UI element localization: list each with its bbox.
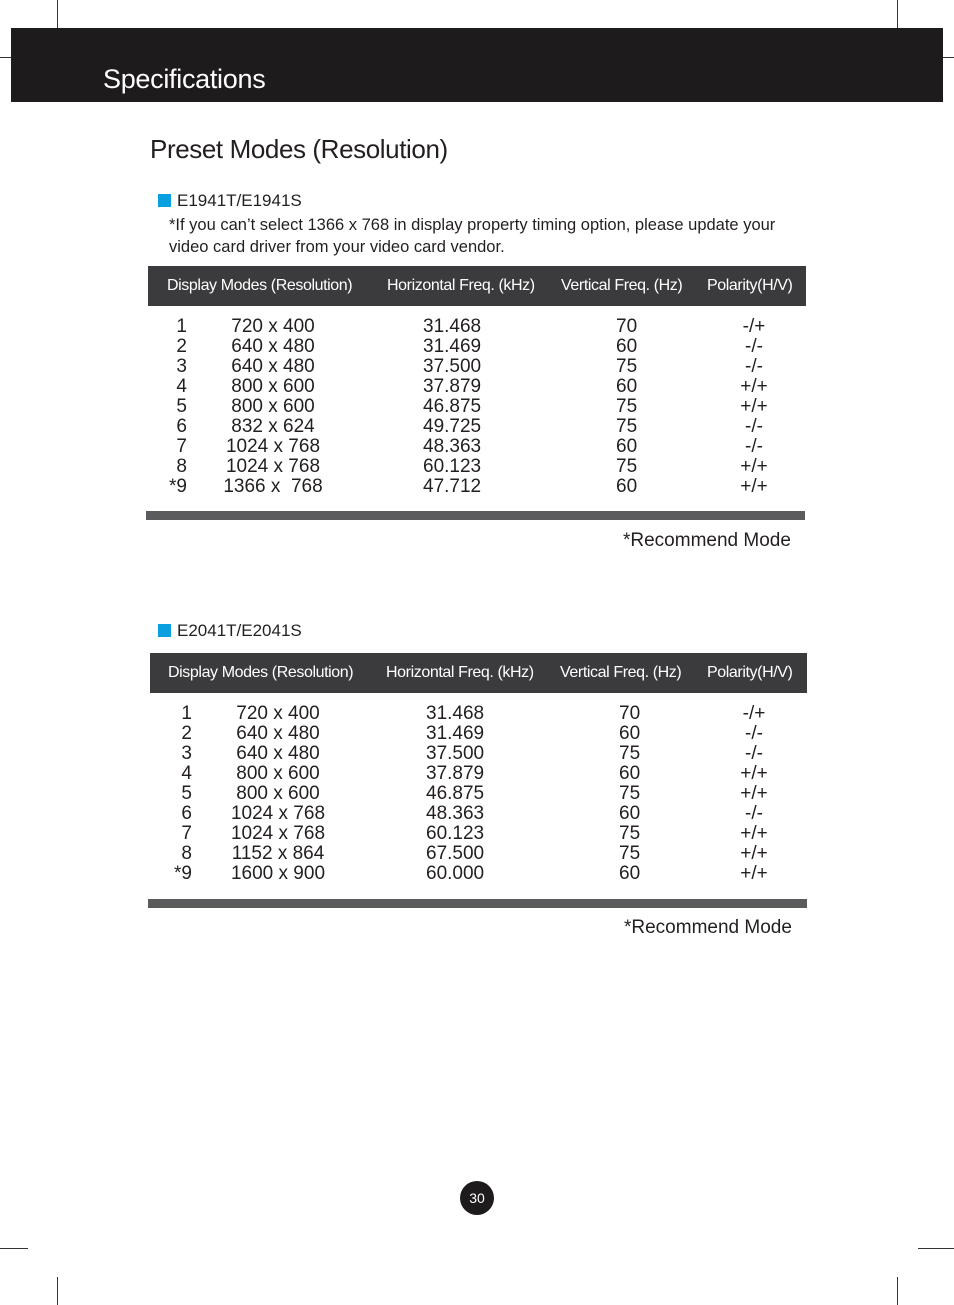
table-cell-num: 4 — [176, 376, 187, 397]
table-cell-pol: +/+ — [740, 476, 768, 497]
table-cell-num: 8 — [176, 456, 187, 477]
table-cell-res: 1024 x 768 — [225, 436, 321, 457]
table-cell-pol: +/+ — [740, 456, 768, 477]
model-label: E1941T/E1941S — [177, 191, 302, 210]
driver-note: *If you can’t select 1366 x 768 in display property timing option, please update your video card driver from your video card vendor. — [169, 216, 776, 256]
table-cell-num: 7 — [181, 823, 192, 844]
recommend-note: *Recommend Mode — [623, 530, 791, 551]
table-cell-res: 1024 x 768 — [230, 803, 326, 824]
table-header — [150, 653, 807, 693]
table-cell-num: 6 — [176, 416, 187, 437]
table-body — [0, 704, 954, 889]
table-cell-res: 1024 x 768 — [230, 823, 326, 844]
table-cell-h: 31.469 — [423, 336, 482, 357]
table-cell-h: 48.363 — [423, 436, 482, 457]
table-cell-pol: -/- — [745, 723, 763, 744]
table-cell-h: 60.123 — [423, 456, 482, 477]
col-header-display-modes: Display Modes (Resolution) — [167, 277, 353, 294]
table-bottom-rule — [146, 511, 805, 520]
bullet-square-icon — [158, 624, 171, 637]
table-cell-pol: -/+ — [742, 703, 766, 724]
column-horizontal-freq — [423, 317, 503, 497]
table-cell-num: 3 — [176, 356, 187, 377]
col-header-polarity: Polarity(H/V) — [707, 277, 793, 294]
table-cell-res: 800 x 600 — [231, 396, 315, 417]
table-cell-num: 2 — [181, 723, 192, 744]
recommend-note: *Recommend Mode — [624, 917, 792, 938]
table-cell-h: 31.469 — [426, 723, 485, 744]
column-resolution — [209, 317, 337, 497]
table-cell-pol: -/+ — [742, 316, 766, 337]
model-label: E2041T/E2041S — [177, 621, 302, 640]
table-cell-res: 1024 x 768 — [225, 456, 321, 477]
col-header-vertical-freq: Vertical Freq. (Hz) — [560, 664, 682, 681]
table-cell-pol: -/- — [745, 336, 763, 357]
table-cell-pol: -/- — [745, 356, 763, 377]
header-title: Specifications — [103, 64, 266, 94]
table-cell-pol: -/- — [745, 743, 763, 764]
crop-mark — [57, 1277, 58, 1305]
table-cell-res: 640 x 480 — [231, 336, 315, 357]
table-cell-v: 70 — [619, 703, 641, 724]
table-header — [148, 266, 806, 306]
table-cell-num: 1 — [176, 316, 187, 337]
table-cell-h: 48.363 — [426, 803, 485, 824]
col-header-horizontal-freq: Horizontal Freq. (kHz) — [386, 664, 534, 681]
header-bar — [11, 28, 943, 102]
table-cell-h: 37.879 — [423, 376, 482, 397]
crop-mark — [57, 0, 58, 28]
table-body — [0, 317, 954, 502]
table-cell-pol: +/+ — [740, 863, 768, 884]
col-header-polarity: Polarity(H/V) — [707, 664, 793, 681]
bullet-square-icon — [158, 194, 171, 207]
table-cell-v: 60 — [619, 803, 641, 824]
table-cell-v: 60 — [616, 336, 638, 357]
column-number — [165, 704, 192, 884]
crop-mark — [897, 0, 898, 28]
table-cell-pol: +/+ — [740, 396, 768, 417]
table-cell-num: *9 — [169, 476, 187, 497]
table-cell-v: 60 — [619, 863, 641, 884]
col-header-display-modes: Display Modes (Resolution) — [168, 664, 354, 681]
table-cell-num: 8 — [181, 843, 192, 864]
table-cell-num: 5 — [176, 396, 187, 417]
table-cell-num: 3 — [181, 743, 192, 764]
table-cell-h: 60.123 — [426, 823, 485, 844]
table-cell-res: 1366 x 768 — [223, 476, 323, 497]
crop-mark — [918, 1248, 954, 1249]
column-vertical-freq — [619, 704, 659, 884]
table-cell-v: 75 — [619, 843, 641, 864]
crop-mark — [897, 1277, 898, 1305]
table-cell-res: 720 x 400 — [236, 703, 320, 724]
table-cell-pol: +/+ — [740, 376, 768, 397]
table-cell-v: 75 — [616, 456, 638, 477]
table-cell-pol: +/+ — [740, 843, 768, 864]
table-cell-h: 31.468 — [426, 703, 485, 724]
table-cell-h: 37.500 — [423, 356, 482, 377]
table-cell-v: 60 — [616, 376, 638, 397]
table-cell-pol: +/+ — [740, 783, 768, 804]
table-cell-v: 60 — [616, 476, 638, 497]
table-cell-h: 67.500 — [426, 843, 485, 864]
table-cell-res: 640 x 480 — [231, 356, 315, 377]
col-header-vertical-freq: Vertical Freq. (Hz) — [561, 277, 683, 294]
table-cell-num: 1 — [181, 703, 192, 724]
table-cell-res: 800 x 600 — [236, 783, 320, 804]
table-cell-num: 2 — [176, 336, 187, 357]
table-cell-res: 800 x 600 — [236, 763, 320, 784]
table-cell-v: 60 — [616, 436, 638, 457]
table-cell-pol: -/- — [745, 436, 763, 457]
table-cell-h: 49.725 — [423, 416, 482, 437]
page-number: 30 — [460, 1181, 494, 1215]
table-cell-h: 31.468 — [423, 316, 482, 337]
table-cell-v: 70 — [616, 316, 638, 337]
table-cell-h: 46.875 — [423, 396, 482, 417]
table-cell-v: 75 — [619, 743, 641, 764]
table-cell-v: 75 — [619, 783, 641, 804]
table-cell-num: *9 — [174, 863, 192, 884]
column-horizontal-freq — [426, 704, 506, 884]
table-cell-res: 1152 x 864 — [231, 843, 325, 864]
table-cell-res: 720 x 400 — [231, 316, 315, 337]
table-cell-v: 75 — [616, 356, 638, 377]
table-cell-res: 832 x 624 — [231, 416, 315, 437]
table-cell-num: 5 — [181, 783, 192, 804]
column-polarity — [724, 317, 784, 497]
column-vertical-freq — [616, 317, 656, 497]
table-cell-pol: -/- — [745, 803, 763, 824]
table-cell-h: 60.000 — [426, 863, 485, 884]
table-bottom-rule — [148, 899, 807, 908]
table-cell-num: 7 — [176, 436, 187, 457]
crop-mark — [0, 57, 11, 58]
table-cell-res: 1600 x 900 — [230, 863, 326, 884]
crop-mark — [0, 1248, 28, 1249]
column-polarity — [724, 704, 784, 884]
crop-mark — [943, 57, 954, 58]
table-cell-h: 47.712 — [423, 476, 482, 497]
page-title: Preset Modes (Resolution) — [150, 134, 448, 164]
table-cell-res: 800 x 600 — [231, 376, 315, 397]
table-cell-num: 6 — [181, 803, 192, 824]
table-cell-pol: -/- — [745, 416, 763, 437]
table-cell-v: 60 — [619, 723, 641, 744]
table-cell-res: 640 x 480 — [236, 723, 320, 744]
table-cell-v: 75 — [616, 416, 638, 437]
table-cell-h: 37.500 — [426, 743, 485, 764]
column-resolution — [214, 704, 342, 884]
table-cell-pol: +/+ — [740, 823, 768, 844]
model-heading — [158, 191, 302, 211]
table-cell-res: 640 x 480 — [236, 743, 320, 764]
table-cell-h: 46.875 — [426, 783, 485, 804]
model-heading — [158, 621, 302, 641]
table-cell-num: 4 — [181, 763, 192, 784]
table-cell-v: 75 — [616, 396, 638, 417]
table-cell-v: 60 — [619, 763, 641, 784]
table-cell-v: 75 — [619, 823, 641, 844]
column-number — [160, 317, 187, 497]
table-cell-h: 37.879 — [426, 763, 485, 784]
table-cell-pol: +/+ — [740, 763, 768, 784]
col-header-horizontal-freq: Horizontal Freq. (kHz) — [387, 277, 535, 294]
